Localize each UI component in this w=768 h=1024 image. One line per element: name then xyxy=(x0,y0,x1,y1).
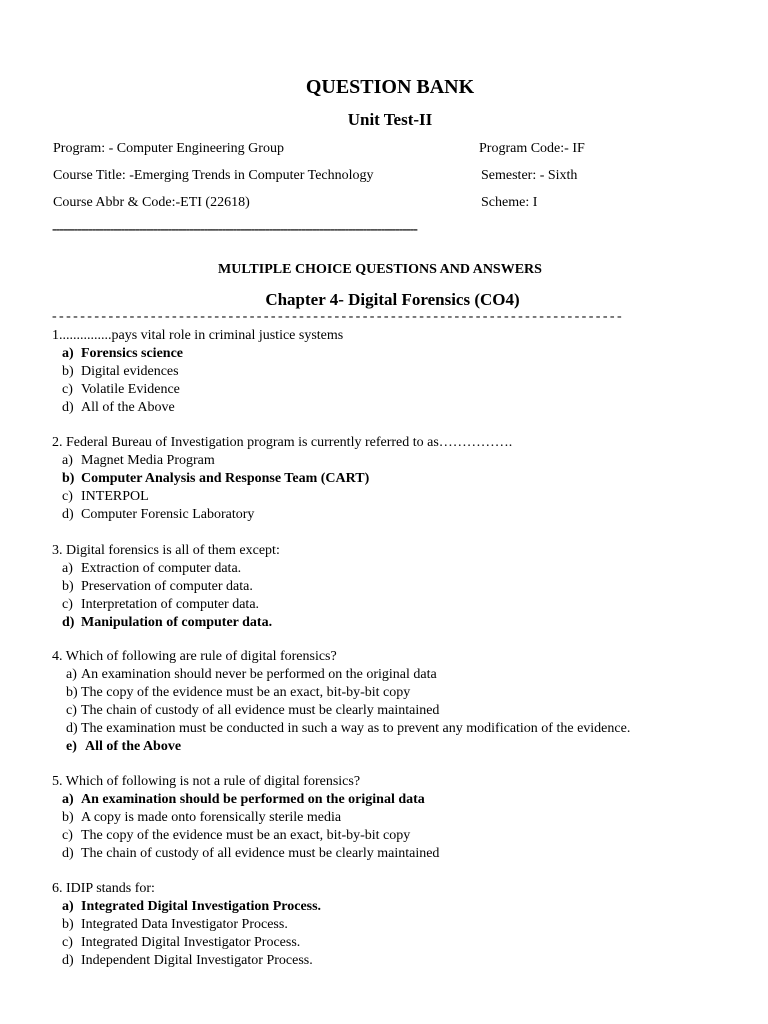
option-text: The copy of the evidence must be an exact, bit-by-bit copy xyxy=(81,685,411,700)
answer-option xyxy=(52,560,738,578)
option-text: Extraction of computer data. xyxy=(81,561,242,576)
answer-option xyxy=(52,827,738,845)
question-stem: 3. Digital forensics is all of them except: xyxy=(52,543,280,558)
scheme-label: Scheme: I xyxy=(481,195,538,210)
answer-option xyxy=(52,470,738,488)
option-label: b) xyxy=(62,810,74,825)
option-label: b) xyxy=(62,917,74,932)
page-subtitle: Unit Test-II xyxy=(347,110,433,129)
option-text: Computer Analysis and Response Team (CART) xyxy=(81,471,370,486)
question-stem: 1...............pays vital role in criminal justice systems xyxy=(52,328,344,343)
option-text: The copy of the evidence must be an exact, bit-by-bit copy xyxy=(81,828,411,843)
option-text: A copy is made onto forensically sterile media xyxy=(81,810,342,825)
answer-option xyxy=(52,898,738,916)
option-text: Computer Forensic Laboratory xyxy=(81,507,255,522)
option-label: c) xyxy=(62,382,73,397)
question-block xyxy=(52,542,738,632)
option-text: Interpretation of computer data. xyxy=(81,597,260,612)
question-block xyxy=(52,434,738,524)
option-label: c) xyxy=(62,828,73,843)
program-code-label: Program Code:- IF xyxy=(479,141,585,156)
course-title-label: Course Title: -Emerging Trends in Computer Technology xyxy=(53,168,374,183)
option-label: c) xyxy=(66,703,77,718)
option-label: d) xyxy=(62,615,75,630)
option-label: a) xyxy=(62,453,73,468)
course-abbr-label: Course Abbr & Code:-ETI (22618) xyxy=(53,195,250,210)
option-label: a) xyxy=(62,561,73,576)
question-stem: 2. Federal Bureau of Investigation program is currently referred to as……………. xyxy=(52,435,513,450)
question-stem: 6. IDIP stands for: xyxy=(52,881,155,896)
option-label: d) xyxy=(66,721,78,736)
answer-option xyxy=(52,720,738,738)
answer-option xyxy=(52,452,738,470)
option-text: Integrated Digital Investigator Process. xyxy=(81,935,301,950)
page-title: QUESTION BANK xyxy=(305,76,475,98)
option-text: Independent Digital Investigator Process. xyxy=(81,953,313,968)
option-text: INTERPOL xyxy=(81,489,149,504)
answer-option xyxy=(52,578,738,596)
answer-option xyxy=(52,791,738,809)
option-text: Magnet Media Program xyxy=(81,453,215,468)
question-block xyxy=(52,648,738,756)
option-label: b) xyxy=(62,471,75,486)
answer-option xyxy=(52,666,738,684)
answer-option xyxy=(52,363,738,381)
header-divider: ----------------------------------------------------------------------------------------------------- xyxy=(52,222,417,237)
chapter-heading: Chapter 4- Digital Forensics (CO4) xyxy=(265,290,520,309)
option-label: d) xyxy=(62,507,74,522)
answer-option xyxy=(52,916,738,934)
option-text: The chain of custody of all evidence must be clearly maintained xyxy=(81,846,440,861)
option-text: Manipulation of computer data. xyxy=(81,615,273,630)
answer-option xyxy=(52,381,738,399)
option-label: d) xyxy=(62,953,74,968)
answer-option xyxy=(52,684,738,702)
question-stem: 4. Which of following are rule of digital forensics? xyxy=(52,649,337,664)
question-stem: 5. Which of following is not a rule of digital forensics? xyxy=(52,774,361,789)
answer-option xyxy=(52,845,738,863)
question-block xyxy=(52,880,738,970)
answer-option xyxy=(52,596,738,614)
question-block xyxy=(52,773,738,863)
option-label: b) xyxy=(66,685,78,700)
answer-option xyxy=(52,345,738,363)
option-text: The examination must be conducted in such a way as to prevent any modification of the evidence. xyxy=(81,721,631,736)
option-label: a) xyxy=(62,792,74,807)
option-label: a) xyxy=(62,899,74,914)
answer-option xyxy=(52,952,738,970)
option-text: Digital evidences xyxy=(81,364,179,379)
option-text: Preservation of computer data. xyxy=(81,579,253,594)
answer-option xyxy=(52,809,738,827)
option-label: c) xyxy=(62,597,73,612)
option-label: a) xyxy=(66,667,77,682)
section-heading: MULTIPLE CHOICE QUESTIONS AND ANSWERS xyxy=(218,262,542,277)
option-text: Forensics science xyxy=(81,346,183,361)
option-label: c) xyxy=(62,489,73,504)
answer-option xyxy=(52,738,738,756)
option-label: e) xyxy=(66,739,77,754)
option-text: Integrated Data Investigator Process. xyxy=(81,917,288,932)
option-text: All of the Above xyxy=(81,400,175,415)
question-block xyxy=(52,327,738,417)
option-label: d) xyxy=(62,400,74,415)
option-text: An examination should be performed on the original data xyxy=(81,792,425,807)
answer-option xyxy=(52,934,738,952)
program-label: Program: - Computer Engineering Group xyxy=(53,141,284,156)
answer-option xyxy=(52,614,738,632)
option-label: b) xyxy=(62,579,74,594)
option-label: b) xyxy=(62,364,74,379)
answer-option xyxy=(52,399,738,417)
answer-option xyxy=(52,506,738,524)
option-label: c) xyxy=(62,935,73,950)
option-text: Volatile Evidence xyxy=(81,382,180,397)
option-text: The chain of custody of all evidence must be clearly maintained xyxy=(81,703,440,718)
option-label: d) xyxy=(62,846,74,861)
chapter-divider: --------------------------------------------------------------------------------- xyxy=(52,309,625,324)
option-label: a) xyxy=(62,346,74,361)
option-text: Integrated Digital Investigation Process. xyxy=(81,899,322,914)
answer-option xyxy=(52,488,738,506)
semester-label: Semester: - Sixth xyxy=(481,168,578,183)
option-text: An examination should never be performed on the original data xyxy=(81,667,437,682)
answer-option xyxy=(52,702,738,720)
option-text: All of the Above xyxy=(85,739,182,754)
